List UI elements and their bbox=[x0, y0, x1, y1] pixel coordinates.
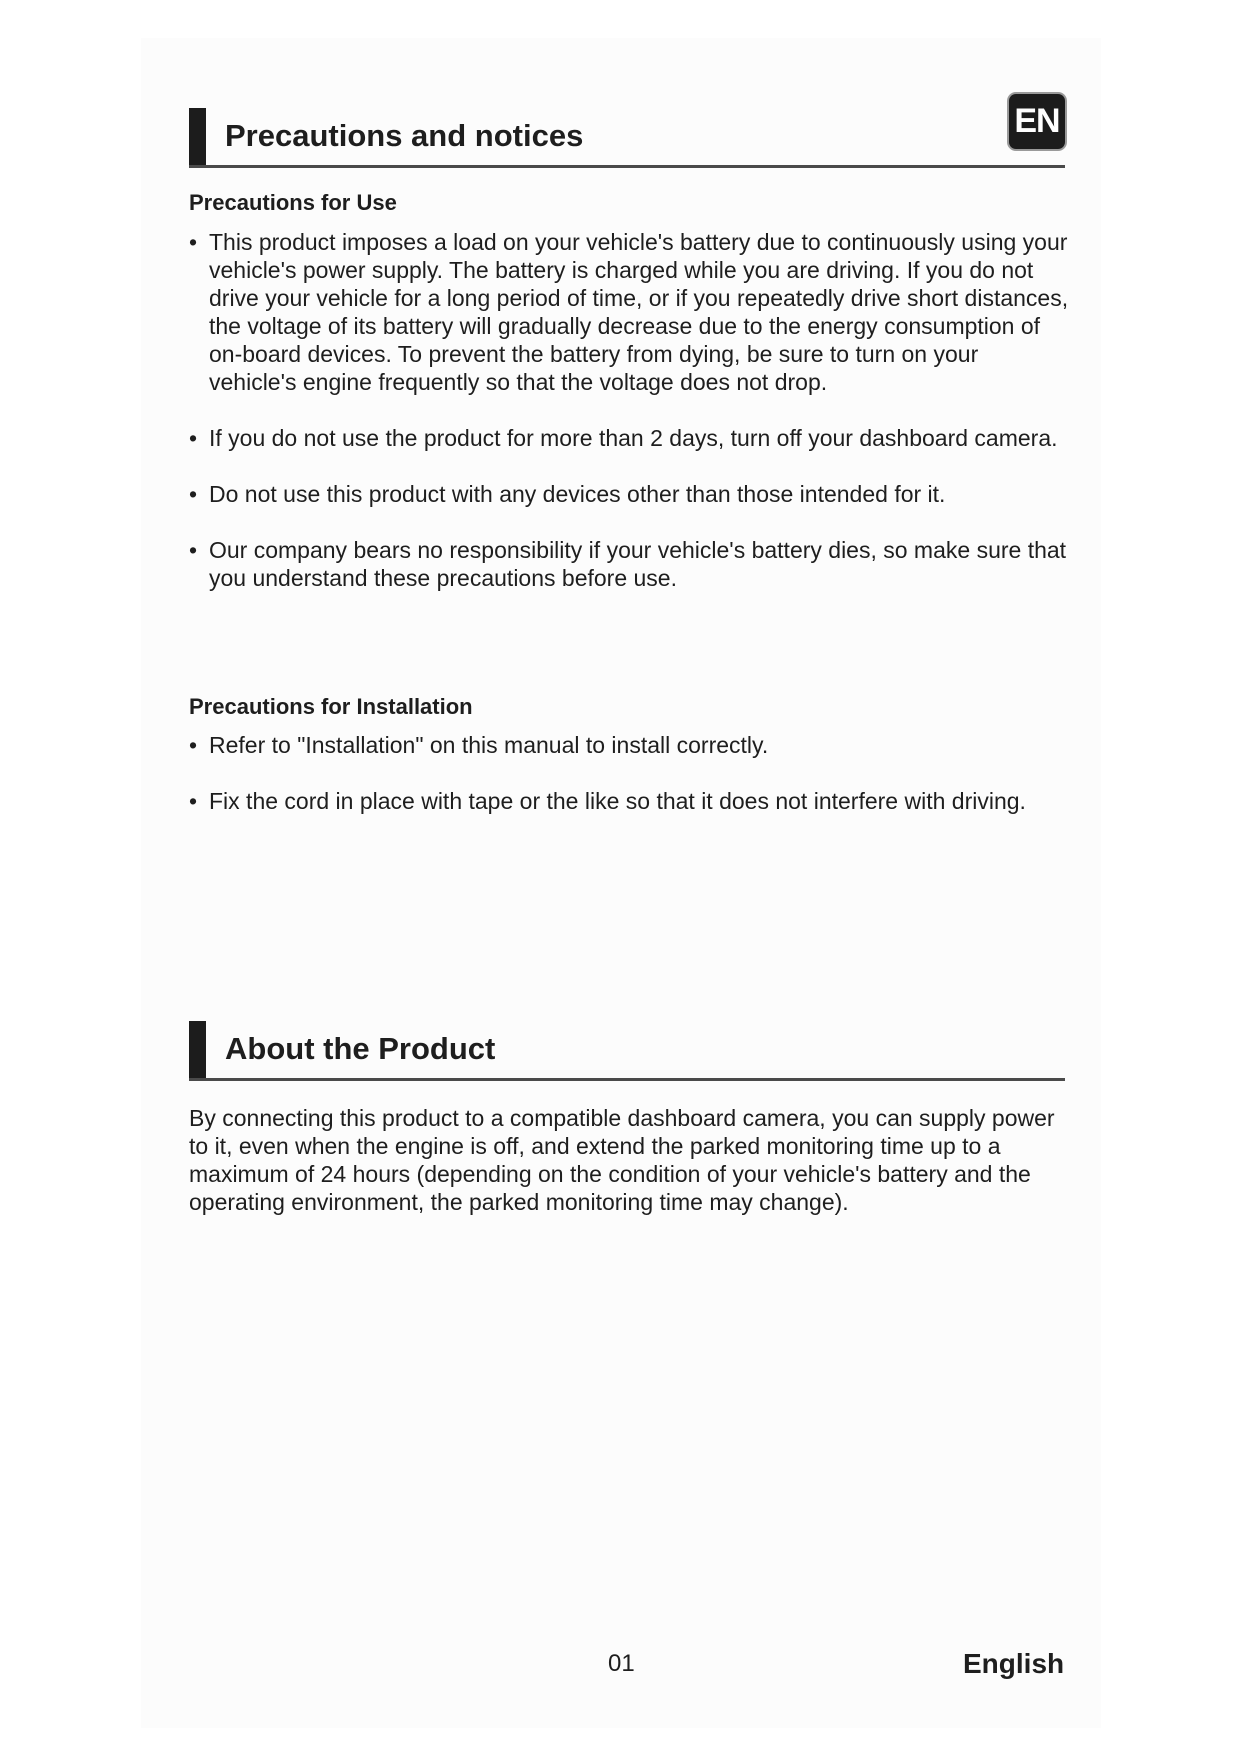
list-item bbox=[189, 228, 1069, 396]
use-bullet-list bbox=[189, 228, 1069, 592]
page-number: 01 bbox=[608, 1650, 635, 1677]
section-header-about bbox=[189, 1021, 1065, 1081]
list-item bbox=[189, 787, 1069, 815]
bullet-icon: • bbox=[189, 732, 198, 758]
subheading-use: Precautions for Use bbox=[189, 190, 397, 215]
list-item bbox=[189, 424, 1069, 452]
list-item bbox=[189, 480, 1069, 508]
list-item bbox=[189, 536, 1069, 592]
section-marker-bar bbox=[189, 1021, 206, 1079]
bullet-icon: • bbox=[189, 481, 198, 507]
section-divider bbox=[189, 1078, 1065, 1081]
list-item-text: Refer to "Installation" on this manual to install correctly. bbox=[209, 732, 769, 758]
about-paragraph: By connecting this product to a compatible dashboard camera, you can supply power to it, even when the engine is off, and extend the parked monitoring time up to a maximum of 24 hours (depending on the condition of your vehicle's battery and the operating environment, the parked monitoring time may change). bbox=[189, 1105, 1055, 1215]
subheading-installation: Precautions for Installation bbox=[189, 694, 473, 719]
bullet-icon: • bbox=[189, 788, 198, 814]
section-title: Precautions and notices bbox=[225, 118, 584, 153]
list-item-text: This product imposes a load on your vehicle's battery due to continuously using your vehicle's power supply. The battery is charged while you are driving. If you do not drive your vehicle for a long period of time, or if you repeatedly drive short distances, the voltage of its battery will gradually decrease due to the energy consumption of on-board devices. To prevent the battery from dying, be sure to turn on your vehicle's engine frequently so that the voltage does not drop. bbox=[209, 229, 1069, 395]
list-item-text: Do not use this product with any devices other than those intended for it. bbox=[209, 481, 946, 507]
section-header-precautions bbox=[189, 108, 1065, 168]
list-item bbox=[189, 731, 1069, 759]
installation-bullet-list bbox=[189, 731, 1069, 815]
footer-language-label: English bbox=[963, 1648, 1065, 1679]
bullet-icon: • bbox=[189, 537, 198, 563]
list-item-text: If you do not use the product for more than 2 days, turn off your dashboard camera. bbox=[209, 425, 1058, 451]
bullet-icon: • bbox=[189, 425, 198, 451]
section-divider bbox=[189, 165, 1065, 168]
section-marker-bar bbox=[189, 108, 206, 166]
bullet-icon: • bbox=[189, 229, 198, 255]
section-title: About the Product bbox=[225, 1031, 496, 1066]
list-item-text: Our company bears no responsibility if your vehicle's battery dies, so make sure that you understand these precautions before use. bbox=[209, 537, 1067, 591]
language-badge: EN bbox=[1009, 94, 1065, 149]
list-item-text: Fix the cord in place with tape or the like so that it does not interfere with driving. bbox=[209, 788, 1026, 814]
